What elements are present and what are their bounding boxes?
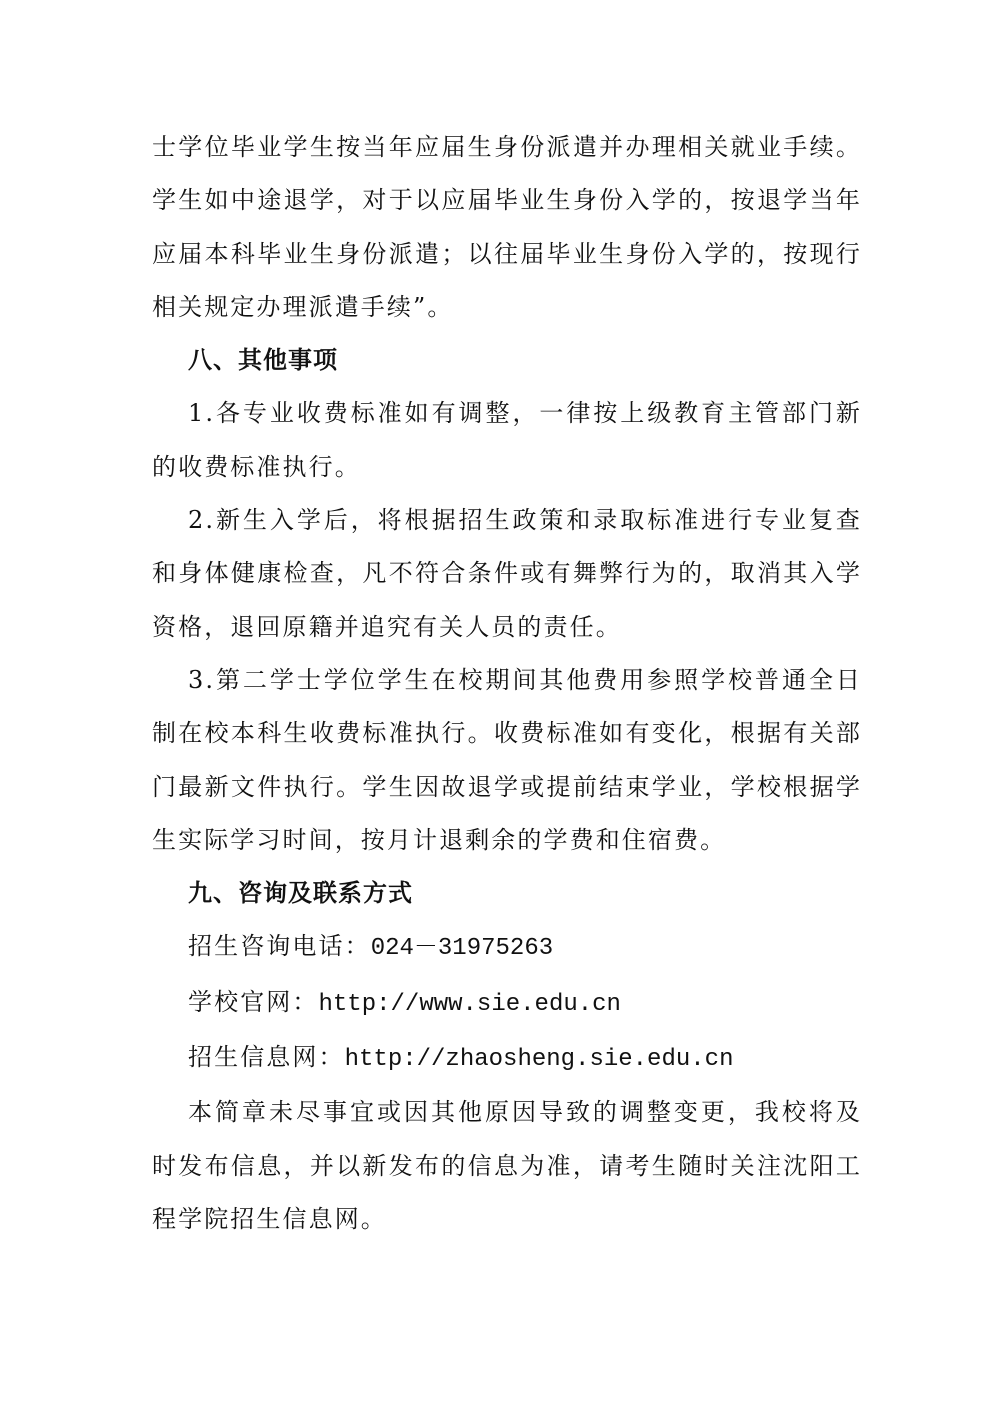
section-heading-other-matters: 八、其他事项	[188, 346, 338, 375]
closing-paragraph: 本简章未尽事宜或因其他原因导致的调整变更，我校将及时发布信息，并以新发布的信息为准，请考生随时关注沈阳工程学院招生信息网。	[152, 1098, 862, 1233]
admissions-website-link[interactable]: http://zhaosheng.sie.edu.cn	[344, 1046, 734, 1074]
school-website-link[interactable]: http://www.sie.edu.cn	[318, 990, 621, 1018]
continued-paragraph: 士学位毕业学生按当年应届生身份派遣并办理相关就业手续。学生如中途退学，对于以应届毕业生身份入学的，按退学当年应届本科毕业生身份派遣；以往届毕业生身份入学的，按现行相关规定办理派遣手续”。	[152, 133, 862, 321]
contact-phone-value: 024－31975263	[370, 935, 554, 963]
contact-school-website-label: 学校官网：	[188, 987, 319, 1016]
document-page	[152, 121, 862, 1246]
list-item-enrollment-review: 2.新生入学后，将根据招生政策和录取标准进行专业复查和身体健康检查，凡不符合条件或有舞弊行为的，取消其入学资格，退回原籍并追究有关人员的责任。	[152, 506, 862, 641]
contact-phone-label: 招生咨询电话：	[188, 932, 371, 961]
contact-phone	[152, 920, 862, 975]
contact-admissions-website	[152, 1031, 862, 1086]
list-item-fee-adjustment: 1.各专业收费标准如有调整，一律按上级教育主管部门新的收费标准执行。	[152, 399, 862, 481]
section-heading-contact: 九、咨询及联系方式	[188, 879, 413, 908]
contact-school-website	[152, 976, 862, 1031]
list-item-other-fees: 3.第二学士学位学生在校期间其他费用参照学校普通全日制在校本科生收费标准执行。收费标准如有变化，根据有关部门最新文件执行。学生因故退学或提前结束学业，学校根据学生实际学习时间，按月计退剩余的学费和住宿费。	[152, 665, 862, 854]
contact-admissions-website-label: 招生信息网：	[188, 1043, 345, 1072]
